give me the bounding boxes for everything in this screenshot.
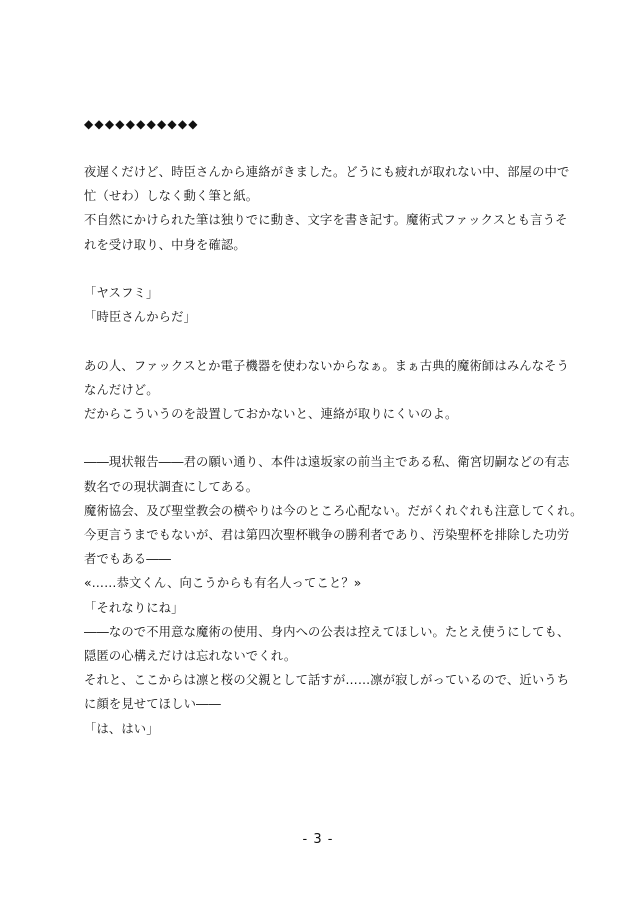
text-line: ――現状報告――君の願い通り、本件は遠坂家の前当主である私、衛宮切嗣などの有志 bbox=[84, 455, 570, 470]
text-line: 夜遅くだけど、時臣さんから連絡がきました。どうにも疲れが取れない中、部屋の中で bbox=[84, 165, 570, 179]
section-divider: ◆◆◆◆◆◆◆◆◆◆◆ bbox=[84, 117, 199, 131]
text-line: 「時臣さんからだ」 bbox=[84, 310, 197, 325]
blank-line bbox=[84, 329, 554, 353]
text-line: あの人、ファックスとか電子機器を使わないからなぁ。まぁ古典的魔術師はみんなそう bbox=[84, 358, 570, 373]
text-line: 今更言うまでもないが、君は第四次聖杯戦争の勝利者であり、汚染聖杯を排除した功労 bbox=[84, 528, 570, 542]
text-line: 「それなりにね」 bbox=[84, 600, 184, 615]
text-line: 不自然にかけられた筆は独りでに動き、文字を書き記す。魔術式ファックスとも言うそ bbox=[84, 213, 568, 228]
blank-line bbox=[84, 426, 554, 450]
text-line: それと、ここからは凛と桜の父親として話すが……凛が寂しがっているので、近いうち bbox=[84, 673, 570, 688]
blank-line bbox=[84, 257, 554, 281]
text-line: 魔術協会、及び聖堂教会の横やりは今のところ心配ない。だがくれぐれも注意してくれ。 bbox=[84, 503, 583, 518]
text-line: れを受け取り、中身を確認。 bbox=[84, 237, 246, 252]
text-line: なんだけど。 bbox=[84, 382, 159, 397]
body-text bbox=[84, 160, 583, 741]
text-line: に顔を見せてほしい―― bbox=[84, 697, 221, 712]
text-line: 隠匿の心構えだけは忘れないでくれ。 bbox=[84, 649, 297, 664]
text-line: 「は、はい」 bbox=[84, 721, 159, 736]
text-line: «……恭文くん、向こうからも有名人ってこと？» bbox=[84, 576, 362, 591]
text-line: ――なので不用意な魔術の使用、身内への公表は控えてほしい。たとえ使うにしても、 bbox=[84, 624, 570, 639]
text-line: だからこういうのを設置しておかないと、連絡が取りにくいのよ。 bbox=[84, 407, 458, 421]
text-line: 数名での現状調査にしてある。 bbox=[84, 479, 259, 494]
text-line: 忙（せわ）しなく動く筆と紙。 bbox=[84, 189, 259, 204]
page-number: - 3 - bbox=[302, 832, 334, 847]
text-line: 「ヤスフミ」 bbox=[84, 286, 159, 300]
text-line: 者でもある―― bbox=[84, 552, 172, 567]
